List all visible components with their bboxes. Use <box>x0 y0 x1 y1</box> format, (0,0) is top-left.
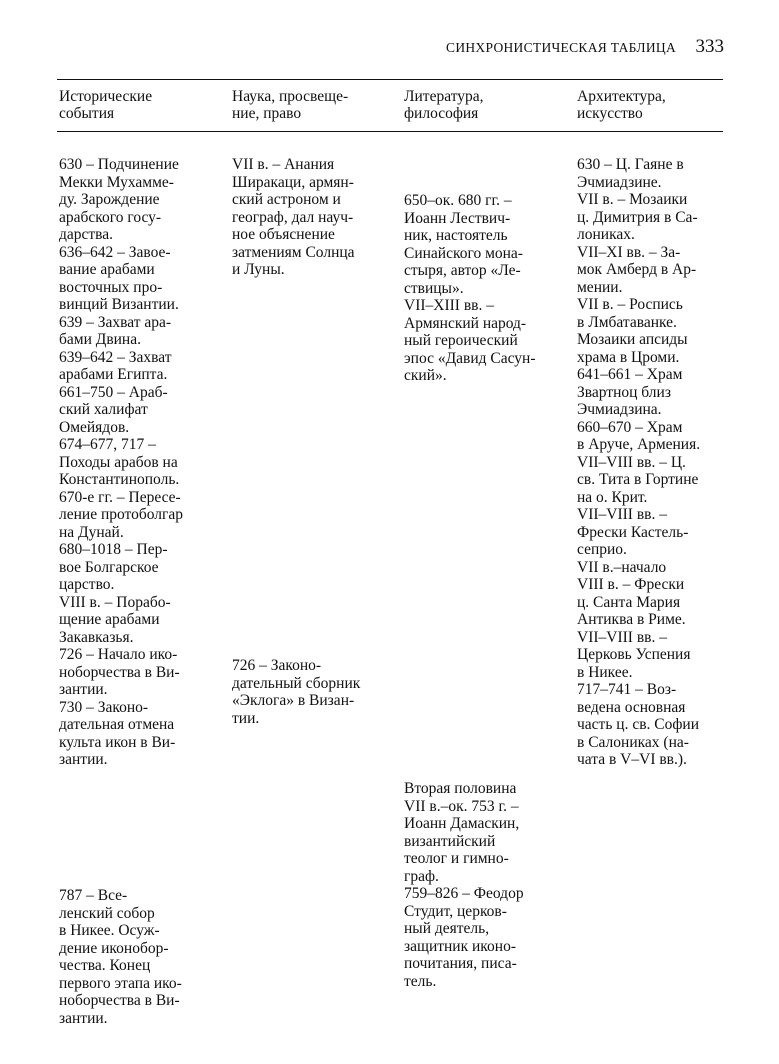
science-entries-block-1: VII в. – Анания Ширакаци, армян- ский астроном и географ, дал науч- ное объяснение затмениям Солнца и Луны. <box>232 156 355 278</box>
architecture-entries-block: 630 – Ц. Гаяне в Эчмиадзине. VII в. – Мозаики ц. Димитрия в Са- лониках. VII–XI вв. – За- мок Амберд в Ар- мении. VII в. – Роспись в Лмбатаванке. Мозаики апсиды храма в Цроми. 641–661 – Храм Звартноц близ Эчмиадзина. 660–670 – Храм в Аруче, Армения. VII–VIII вв. – Ц. св. Тита в Гортине на о. Крит. VII–VIII вв. – Фрески Кастель- сеприо. VII в.–начало VIII в. – Фрески ц. Санта Мария Антиква в Риме. VII–VIII вв. – Церковь Успения в Никее. 717–741 – Воз- ведена основная часть ц. св. Софии в Салониках (на- чата в V–VI вв.). <box>577 156 701 768</box>
science-entries-block-2: 726 – Законо- дательный сборник «Эклога» в Визан- тии. <box>232 657 361 727</box>
column-heading-literature: Литература, философия <box>404 88 484 122</box>
page-header <box>0 36 779 66</box>
literature-entries-block-1: 650–ок. 680 гг. – Иоанн Лествич- ник, настоятель Синайского мона- стыря, автор «Ле- ствицы». VII–XIII вв. – Армянский народ- ный героический эпос «Давид Сасун- ский». <box>404 192 536 384</box>
column-heading-science: Наука, просвеще- ние, право <box>232 88 349 122</box>
history-entries-block-1: 630 – Подчинение Мекки Мухамме- ду. Зарождение арабского госу- дарства. 636–642 – Завое- вание арабами восточных про- винций Византии. 639 – Захват ара- бами Двина. 639–642 – Захват арабами Египта. 661–750 – Араб- ский халифат Омейядов. 674–677, 717 – Походы арабов на Константинополь. 670-е гг. – Пересе- ление протоболгар на Дунай. 680–1018 – Пер- вое Болгарское царство. VIII в. – Порабо- щение арабами Закавказья. 726 – Начало ико- ноборчества в Ви- зантии. 730 – Законо- дательная отмена культа икон в Ви- зантии. <box>59 156 184 768</box>
literature-entries-block-2: Вторая половина VII в.–ок. 753 г. – Иоанн Дамаскин, византийский теолог и гимно- граф. 759–826 – Феодор Студит, церков- ный деятель, защитник иконо- почитания, писа- тель. <box>404 780 524 990</box>
column-heading-history: Исторические события <box>59 88 153 122</box>
running-title: СИНХРОНИСТИЧЕСКАЯ ТАБЛИЦА <box>446 40 676 55</box>
page-number: 333 <box>695 36 724 57</box>
table-header-rule <box>57 131 723 132</box>
column-heading-architecture: Архитектура, искусство <box>577 88 666 122</box>
history-entries-block-2: 787 – Все- ленский собор в Никее. Осуж- дение иконобор- чества. Конец первого этапа ико- ноборчества в Ви- зантии. <box>59 887 182 1027</box>
table-top-rule <box>57 79 723 80</box>
